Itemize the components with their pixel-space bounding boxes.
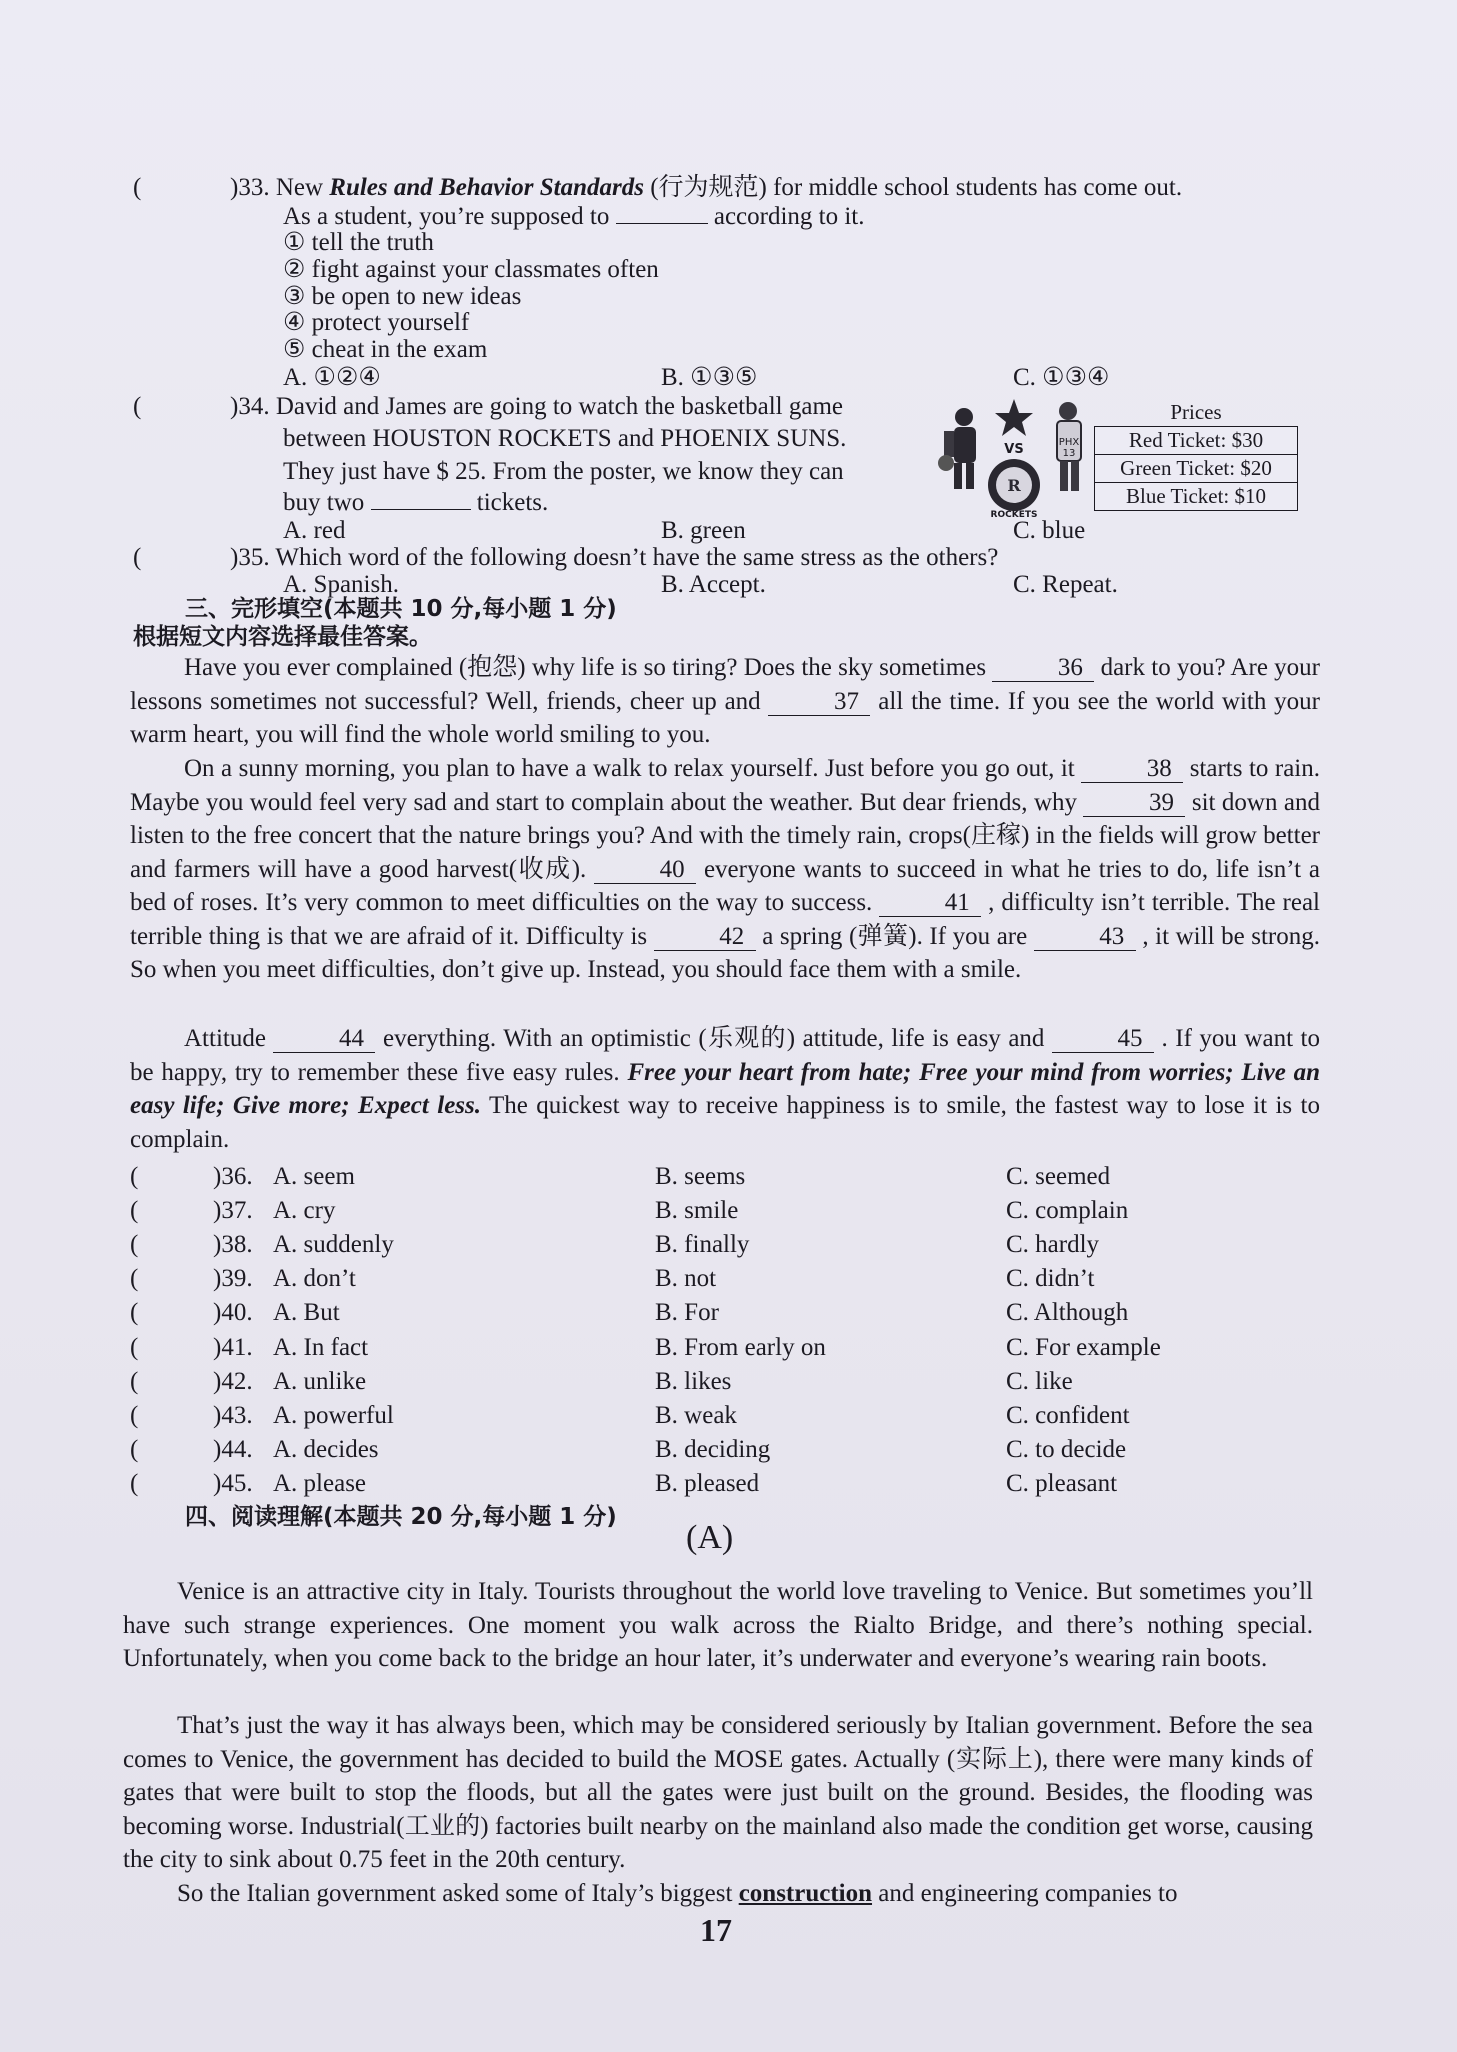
q33-option-c[interactable]: C. ①③④	[1013, 364, 1110, 391]
price-red: Red Ticket: $30	[1095, 427, 1298, 455]
blank-36[interactable]: 36	[992, 655, 1094, 682]
blank-45[interactable]: 45	[1052, 1026, 1154, 1053]
option-c[interactable]: C. pleasant	[1006, 1470, 1118, 1497]
option-a[interactable]: A. powerful	[273, 1402, 394, 1429]
option-a[interactable]: A. But	[273, 1299, 340, 1326]
option-b[interactable]: B. not	[655, 1265, 717, 1292]
option-number: )37.	[213, 1197, 253, 1224]
prices-title: Prices	[1170, 400, 1222, 424]
option-c[interactable]: C. to decide	[1006, 1436, 1127, 1463]
q33-item: ③ be open to new ideas	[283, 283, 522, 310]
blank-42[interactable]: 42	[654, 924, 756, 951]
price-blue: Blue Ticket: $10	[1095, 483, 1298, 511]
option-number: )40.	[213, 1299, 253, 1326]
q33-option-a[interactable]: A. ①②④	[283, 364, 381, 391]
option-c[interactable]: C. complain	[1006, 1197, 1129, 1224]
page-number: 17	[700, 1912, 732, 1948]
blank-43[interactable]: 43	[1034, 924, 1136, 951]
player-right-icon	[1057, 402, 1081, 491]
q33-paren: (	[133, 174, 142, 201]
option-a[interactable]: A. suddenly	[273, 1231, 394, 1258]
q34-line4: buy two tickets.	[283, 489, 549, 516]
q34-option-b[interactable]: B. green	[661, 517, 746, 544]
exam-page: ( )33. New Rules and Behavior Standards (行为规范) for middle school students has come out. As a student, you’re supposed to according to it. ① tell the truth ② fight against your classmates often ③ be open to new ideas ④ protect yourself ⑤ cheat in the exam A. ①②④ B. ①③⑤ C. ①③④ ( )34. David and James are going to watch the basketball game between HOUSTON ROCKETS and PHOENIX SUNS. They just have $ 25. From the poster, we know they can buy two tickets. PHX 13 VS R ROCKETS Prices Red Ticket: $30 Green Ticket: $20 Blue Ticket: $10 A. red B. green C. blue ( )35. Which word of the following doesn’t have the same stress as the others? A. Spanish. B. Accept. C. Repeat. 三、完形填空(本题共 10 分,每小题 1 分) 根据短文内容选择最佳答案。 Have you ever complained (抱怨) why life is so tiring? Does the sky sometimes 36 dark to you? Are your lessons sometimes not successful? Well, friends, cheer up and 37 all the time. If you see the world with your warm heart, you will find the whole world smiling to you. On a sunny morning, you plan to have a walk to relax yourself. Just before you go out, it 38 starts to rain. Maybe you would feel very sad and start to complain about the weather. But dear friends, why 39 sit down and listen to the free concert that the nature brings you? And with the timely rain, crops(庄稼) in the fields will grow better and farmers will have a good harvest(收成). 40 everyone wants to succeed in what he tries to do, life isn’t a bed of roses. It’s very common to meet difficulties on the way to success. 41 , difficulty isn’t terrible. The real terrible thing is that we are afraid of it. Difficulty is 42 a spring (弹簧). If you are 43 , it will be strong. So when you meet difficulties, don’t give up. Instead, you should face them with a smile. Attitude 44 everything. With an optimistic (乐观的) attitude, life is easy and 45 . If you want to be happy, try to remember these five easy rules. Free your heart from hate; Free your mind from worries; Live an easy life; Give more; Expect less. The quickest way to receive happiness is to smile, the fastest way to lose it is to complain. ( )36. A. seem B. seems C. seemed ( )37. A. cry B. smile C. complain ( )38. A. suddenly B. finally C. hardly ( )39. A. don’t B. not C. didn’t ( )40. A. But B. For C. Although ( )41. A. In fact B. From early on C. For example ( )42. A. unlike B. likes C. like ( )43. A. powerful B. weak C. confident ( )44. A. decides B. deciding C. to decide ( )45. A. please B. pleased C. pleasant 四、阅读理解(本题共 20 分,每小题 1 分) (A) Venice is an attractive city in Italy. Tourists throughout the world love traveling to Venice. But sometimes you’ll have such strange experiences. One moment you walk across the Rialto Bridge, and there’s nothing special. Unfortunately, when you come back to the bridge an hour later, it’s underwater and everyone’s wearing rain boots. That’s just the way it has always been, which may be considered seriously by Italian government. Before the sea comes to Venice, the government has decided to build the MOSE gates. Actually (实际上), there were many kinds of gates that were built to stop the floods, but all the gates were just built on the ground. Besides, the flooding was becoming worse. Industrial(工业的) factories built nearby on the mainland also made the condition get worse, causing the city to sink about 0.75 feet in the 20th century. So the Italian government asked some of Italy’s biggest construction and engineering companies to 17	[0, 0, 1457, 2052]
section4-title: 四、阅读理解(本题共 20 分,每小题 1 分)	[185, 1504, 617, 1530]
q34-line3: They just have $ 25. From the poster, we know they can	[283, 458, 844, 485]
q33-stem: )33. New Rules and Behavior Standards (行为规范) for middle school students has come out.	[230, 174, 1183, 201]
construction-underlined: construction	[738, 1880, 873, 1907]
cloze-paragraph-3: Attitude 44 everything. With an optimistic (乐观的) attitude, life is easy and 45 . If you want to be happy, try to remember these five easy rules. Free your heart from hate; Free your mind from worries; Live an easy life; Give more; Expect less. The quickest way to receive happiness is to smile, the fastest way to lose it is to complain.	[130, 1025, 1320, 1153]
option-b[interactable]: B. likes	[655, 1368, 732, 1395]
option-b[interactable]: B. weak	[655, 1402, 737, 1429]
option-b[interactable]: B. pleased	[655, 1470, 760, 1497]
q34-line1: )34. David and James are going to watch the basketball game	[230, 393, 844, 420]
q33-item: ② fight against your classmates often	[283, 256, 659, 283]
option-number: )36.	[213, 1163, 253, 1190]
prices-table	[1094, 399, 1298, 511]
option-b[interactable]: B. seems	[655, 1163, 746, 1190]
option-a[interactable]: A. don’t	[273, 1265, 356, 1292]
reading-paragraph-2: That’s just the way it has always been, which may be considered seriously by Italian government. Before the sea comes to Venice, the government has decided to build the MOSE gates. Actually (实际上), there were many kinds of gates that were built to stop the floods, but all the gates were just built on the ground. Besides, the flooding was becoming worse. Industrial(工业的) factories built nearby on the mainland also made the condition get worse, causing the city to sink about 0.75 feet in the 20th century.	[123, 1712, 1313, 1873]
option-b[interactable]: B. deciding	[655, 1436, 771, 1463]
blank-41[interactable]: 41	[879, 890, 981, 917]
cloze-paragraph-2: On a sunny morning, you plan to have a walk to relax yourself. Just before you go out, it 38 starts to rain. Maybe you would feel very sad and start to complain about the weather. But dear friends, why 39 sit down and listen to the free concert that the nature brings you? And with the timely rain, crops(庄稼) in the fields will grow better and farmers will have a good harvest(收成). 40 everyone wants to succeed in what he tries to do, life isn’t a bed of roses. It’s very common to meet difficulties on the way to success. 41 , difficulty isn’t terrible. The real terrible thing is that we are afraid of it. Difficulty is 42 a spring (弹簧). If you are 43 , it will be strong. So when you meet difficulties, don’t give up. Instead, you should face them with a smile.	[130, 755, 1321, 983]
poster-phx-label: PHX	[1058, 437, 1080, 448]
passage-label: (A)	[686, 1519, 734, 1556]
option-number: )43.	[213, 1402, 253, 1429]
option-number: )38.	[213, 1231, 253, 1258]
option-a[interactable]: A. cry	[273, 1197, 336, 1224]
option-number: )39.	[213, 1265, 253, 1292]
q34-blank[interactable]	[371, 509, 471, 510]
basketball-poster	[934, 393, 1096, 519]
reading-paragraph-1: Venice is an attractive city in Italy. Tourists throughout the world love traveling to Venice. But sometimes you’ll have such strange experiences. One moment you walk across the Rialto Bridge, and there’s nothing special. Unfortunately, when you come back to the bridge an hour later, it’s underwater and everyone’s wearing rain boots.	[123, 1578, 1313, 1672]
q33-item: ① tell the truth	[283, 229, 434, 256]
q35-option-a[interactable]: A. Spanish.	[283, 571, 399, 598]
option-c[interactable]: C. didn’t	[1006, 1265, 1095, 1292]
option-c[interactable]: C. hardly	[1006, 1231, 1100, 1258]
q34-paren: (	[133, 393, 142, 420]
option-c[interactable]: C. Although	[1006, 1299, 1129, 1326]
option-b[interactable]: B. finally	[655, 1231, 750, 1258]
q35-option-b[interactable]: B. Accept.	[661, 571, 766, 598]
option-a[interactable]: A. unlike	[273, 1368, 367, 1395]
q33-item: ④ protect yourself	[283, 309, 470, 336]
q33-item: ⑤ cheat in the exam	[283, 336, 488, 363]
option-b[interactable]: B. smile	[655, 1197, 739, 1224]
option-c[interactable]: C. seemed	[1006, 1163, 1111, 1190]
option-number: )42.	[213, 1368, 253, 1395]
option-c[interactable]: C. like	[1006, 1368, 1073, 1395]
option-number: )44.	[213, 1436, 253, 1463]
blank-40[interactable]: 40	[594, 857, 696, 884]
option-c[interactable]: C. For example	[1006, 1334, 1161, 1361]
poster-rockets-label: ROCKETS	[990, 510, 1038, 519]
q33-line2: As a student, you’re supposed to according to it.	[283, 203, 865, 230]
rockets-logo-icon	[988, 459, 1040, 511]
q33-blank[interactable]	[616, 223, 708, 224]
rules-bold: Free your heart from hate; Free your mind from worries; Live an easy life; Give more; Expect less.	[130, 1058, 1320, 1119]
option-a[interactable]: A. decides	[273, 1436, 379, 1463]
blank-44[interactable]: 44	[273, 1026, 375, 1053]
svg-text:R: R	[1007, 476, 1021, 495]
blank-37[interactable]: 37	[768, 689, 870, 716]
blank-39[interactable]: 39	[1083, 790, 1185, 817]
section3-title: 三、完形填空(本题共 10 分,每小题 1 分)	[185, 596, 617, 622]
option-a[interactable]: A. seem	[273, 1163, 355, 1190]
q35-line1: )35. Which word of the following doesn’t have the same stress as the others?	[230, 544, 999, 571]
option-a[interactable]: A. please	[273, 1470, 367, 1497]
q34-line2: between HOUSTON ROCKETS and PHOENIX SUNS.	[283, 425, 847, 452]
option-b[interactable]: B. For	[655, 1299, 719, 1326]
poster-vs-label: VS	[1004, 442, 1024, 457]
option-c[interactable]: C. confident	[1006, 1402, 1130, 1429]
cloze-paragraph-1: Have you ever complained (抱怨) why life is so tiring? Does the sky sometimes 36 dark to you? Are your lessons sometimes not successful? Well, friends, cheer up and 37 all the time. If you see the world with your warm heart, you will find the whole world smiling to you.	[130, 654, 1320, 748]
blank-38[interactable]: 38	[1081, 756, 1183, 783]
reading-paragraph-3: So the Italian government asked some of Italy’s biggest construction and engineering companies to	[177, 1880, 1178, 1907]
q34-option-c[interactable]: C. blue	[1013, 517, 1086, 544]
star-logo-icon	[995, 399, 1033, 436]
price-green: Green Ticket: $20	[1095, 455, 1298, 483]
q35-paren: (	[133, 544, 142, 571]
q34-option-a[interactable]: A. red	[283, 517, 346, 544]
option-number: )41.	[213, 1334, 253, 1361]
option-number: )45.	[213, 1470, 253, 1497]
poster-number-label: 13	[1062, 448, 1076, 459]
q33-option-b[interactable]: B. ①③⑤	[661, 364, 758, 391]
q35-option-c[interactable]: C. Repeat.	[1013, 571, 1118, 598]
option-a[interactable]: A. In fact	[273, 1334, 369, 1361]
player-left-icon	[938, 408, 976, 489]
option-b[interactable]: B. From early on	[655, 1334, 826, 1361]
section3-instruction: 根据短文内容选择最佳答案。	[133, 624, 432, 650]
